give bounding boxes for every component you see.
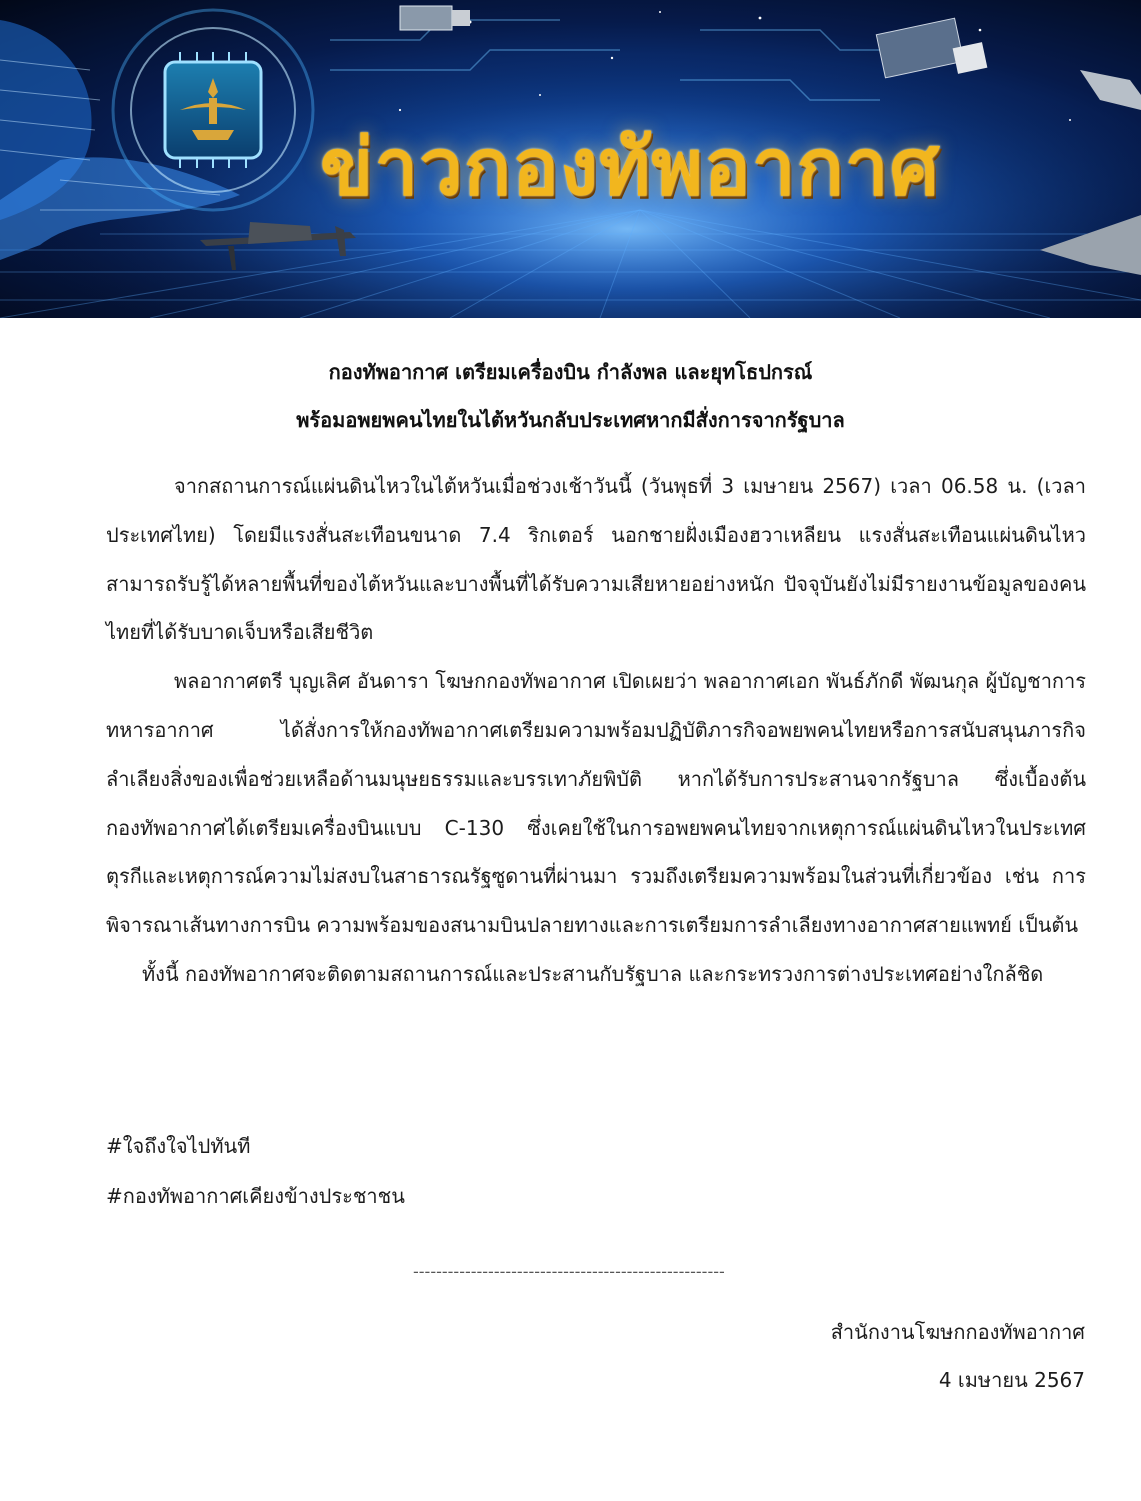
headline-line-1: กองทัพอากาศ เตรียมเครื่องบิน กำลังพล และยุทโธปกรณ์: [328, 360, 813, 384]
banner-title: ข่าวกองทัพอากาศ: [320, 123, 941, 213]
headline-line-2: พร้อมอพยพคนไทยในไต้หวันกลับประเทศหากมีสั่งการจากรัฐบาล: [296, 408, 845, 432]
signature-office: สำนักงานโฆษกกองทัพอากาศ: [830, 1320, 1085, 1344]
article-body: [106, 462, 1086, 999]
hashtag-2[interactable]: #กองทัพอากาศเคียงข้างประชาชน: [106, 1184, 405, 1208]
divider-line: ------------------------------------------------------: [413, 1262, 725, 1281]
paragraph-3: ทั้งนี้ กองทัพอากาศจะติดตามสถานการณ์และประสานกับรัฐบาล และกระทรวงการต่างประเทศอย่างใกล้ชิด: [142, 961, 1044, 986]
header-banner: [0, 0, 1141, 318]
signature-date: 4 เมษายน 2567: [938, 1368, 1085, 1392]
paragraph-2: พลอากาศตรี บุญเลิศ อันดารา โฆษกกองทัพอากาศ เปิดเผยว่า พลอากาศเอก พันธ์ภักดี พัฒนกุล ผู้บัญชาการทหารอากาศ ได้สั่งการให้กองทัพอากาศเตรียมความพร้อมปฏิบัติภารกิจอพยพคนไทยหรือการสนับสนุนภารกิจลำเลียงสิ่งของเพื่อช่วยเหลือด้านมนุษยธรรมและบรรเทาภัยพิบัติ หากได้รับการประสานจากรัฐบาล ซึ่งเบื้องต้นกองทัพอากาศได้เตรียมเครื่องบินแบบ C-130 ซึ่งเคยใช้ในการอพยพคนไทยจากเหตุการณ์แผ่นดินไหวในประเทศตุรกีและเหตุการณ์ความไม่สงบในสาธารณรัฐซูดานที่ผ่านมา รวมถึงเตรียมความพร้อมในส่วนที่เกี่ยวข้อง เช่น การพิจารณาเส้นทางการบิน ความพร้อมของสนามบินปลายทางและการเตรียมการลำเลียงทางอากาศสายแพทย์ เป็นต้น: [106, 669, 1086, 938]
hashtag-1[interactable]: #ใจถึงใจไปทันที: [106, 1134, 251, 1158]
paragraph-1: จากสถานการณ์แผ่นดินไหวในไต้หวันเมื่อช่วงเช้าวันนี้ (วันพุธที่ 3 เมษายน 2567) เวลา 06.58 น. (เวลาประเทศไทย) โดยมีแรงสั่นสะเทือนขนาด 7.4 ริกเตอร์ นอกชายฝั่งเมืองฮวาเหลียน แรงสั่นสะเทือนแผ่นดินไหวสามารถรับรู้ได้หลายพื้นที่ของไต้หวันและบางพื้นที่ได้รับความเสียหายอย่างหนัก ปัจจุบันยังไม่มีรายงานข้อมูลของคนไทยที่ได้รับบาดเจ็บหรือเสียชีวิต: [106, 474, 1086, 645]
